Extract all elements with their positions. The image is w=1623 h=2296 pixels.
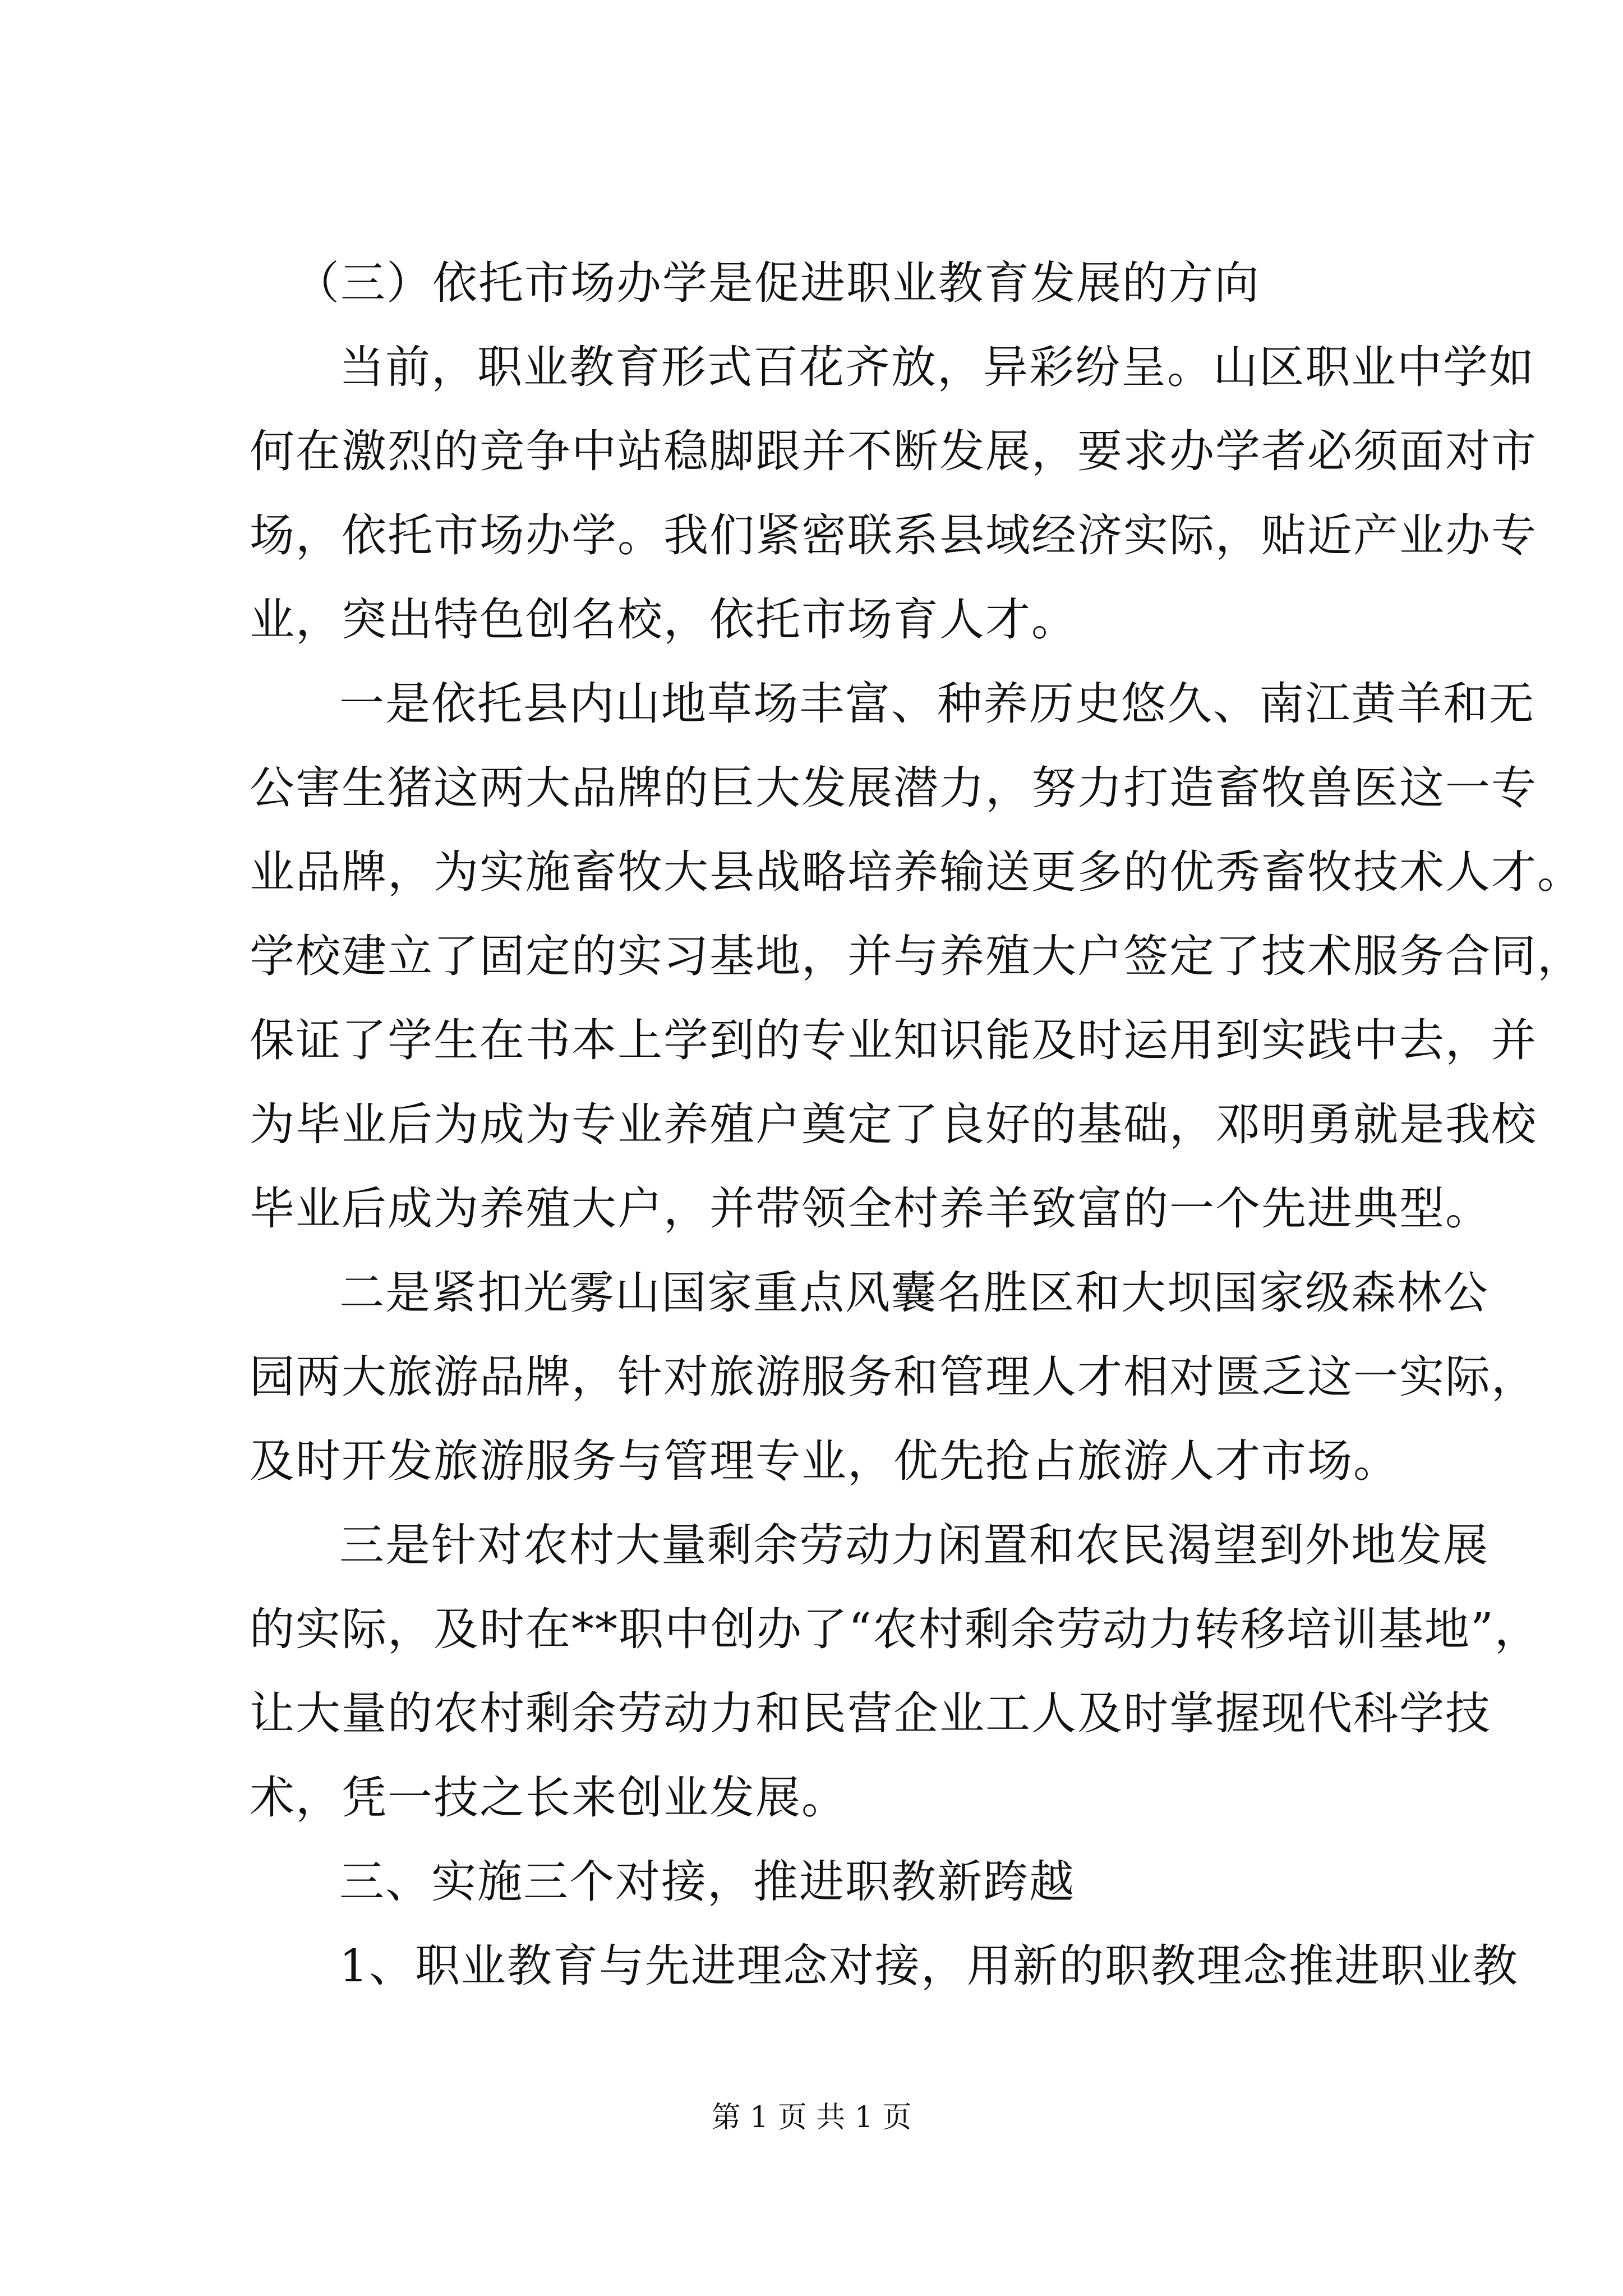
paragraph-line: 业品牌，为实施畜牧大县战略培养输送更多的优秀畜牧技术人才。 — [250, 846, 1583, 898]
paragraph-line: 让大量的农村剩余劳动力和民营企业工人及时掌握现代科学技 — [250, 1687, 1491, 1740]
section-heading: （三）依托市场办学是促进职业教育发展的方向 — [294, 257, 1260, 309]
paragraph-line: 业，突出特色创名校，依托市场育人才。 — [250, 593, 1077, 646]
paragraph-line: 1、职业教育与先进理念对接，用新的职教理念推进职业教 — [339, 1940, 1519, 1992]
paragraph-line: 的实际，及时在**职中创办了“农村剩余劳动力转移培训基地”， — [250, 1603, 1541, 1655]
paragraph-line: 保证了学生在书本上学到的专业知识能及时运用到实践中去，并 — [250, 1014, 1537, 1066]
section-heading: 三、实施三个对接，推进职教新跨越 — [339, 1856, 1075, 1908]
paragraph-line: 园两大旅游品牌，针对旅游服务和管理人才相对匮乏这一实际， — [250, 1351, 1537, 1403]
paragraph-line: 术，凭一技之长来创业发展。 — [250, 1772, 847, 1824]
paragraph-line: 场，依托市场办学。我们紧密联系县域经济实际，贴近产业办专 — [250, 509, 1537, 562]
paragraph-line: 何在激烈的竞争中站稳脚跟并不断发展，要求办学者必须面对市 — [250, 425, 1537, 477]
paragraph-line: 二是紧扣光雾山国家重点风囊名胜区和大坝国家级森林公 — [339, 1267, 1489, 1319]
paragraph-line: 一是依托县内山地草场丰富、种养历史悠久、南江黄羊和无 — [339, 678, 1535, 730]
paragraph-line: 三是针对农村大量剩余劳动力闲置和农民渴望到外地发展 — [339, 1519, 1489, 1571]
paragraph-line: 学校建立了固定的实习基地，并与养殖大户签定了技术服务合同， — [250, 930, 1583, 982]
paragraph-line: 当前，职业教育形式百花齐放，异彩纷呈。山区职业中学如 — [339, 341, 1535, 393]
document-body — [250, 241, 1583, 2008]
paragraph-line: 公害生猪这两大品牌的巨大发展潜力，努力打造畜牧兽医这一专 — [250, 762, 1537, 814]
paragraph-line: 及时开发旅游服务与管理专业，优先抢占旅游人才市场。 — [250, 1435, 1399, 1487]
paragraph-line: 毕业后成为养殖大户，并带领全村养羊致富的一个先进典型。 — [250, 1182, 1491, 1235]
page-number-footer: 第 1 页 共 1 页 — [711, 2101, 912, 2134]
paragraph-line: 为毕业后为成为专业养殖户奠定了良好的基础，邓明勇就是我校 — [250, 1098, 1537, 1151]
